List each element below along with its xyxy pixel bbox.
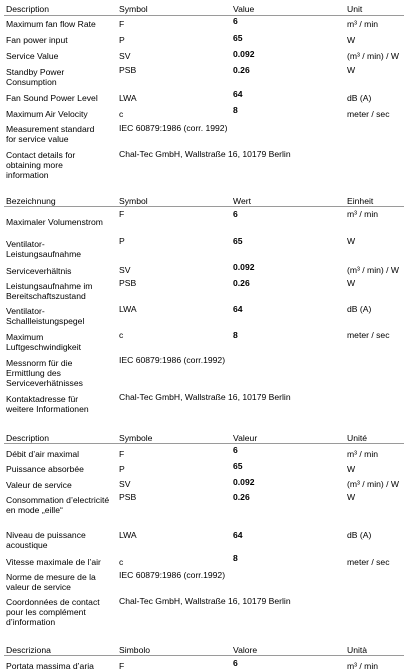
it-header-symbol: Simbolo xyxy=(119,645,151,655)
de-row-description: Ventilator-Schallleistungspegel xyxy=(6,306,85,326)
de-row-symbol: SV xyxy=(119,265,131,275)
fr-row-unit: (m³ / min) / W xyxy=(347,479,400,489)
it-row-description: Portata massima d’aria xyxy=(6,661,94,671)
fr-row-unit: W xyxy=(347,464,356,474)
de-header-divider xyxy=(4,206,404,207)
de-row-symbol: P xyxy=(119,236,125,246)
en-row-description: Fan power input xyxy=(6,35,68,45)
it-row-symbol: F xyxy=(119,661,125,671)
en-row-unit: m³ / min xyxy=(347,19,379,29)
fr-row-description: Norme de mesure de la valeur de service xyxy=(6,572,96,592)
en-header-divider xyxy=(4,15,404,16)
de-header-description: Bezeichnung xyxy=(6,196,56,206)
de-row-value: 8 xyxy=(233,330,238,340)
en-row-description: Maximum fan flow Rate xyxy=(6,19,96,29)
en-row-unit: meter / sec xyxy=(347,109,390,119)
fr-header-divider xyxy=(4,443,404,444)
en-row-symbol: PSB xyxy=(119,65,137,75)
en-row-description: Maximum Air Velocity xyxy=(6,109,88,119)
fr-row-value: 0.26 xyxy=(233,492,250,502)
de-row-unit: (m³ / min) / W xyxy=(347,265,400,275)
de-row-description: Maximum Luftgeschwindigkeit xyxy=(6,332,82,352)
fr-row-standard: IEC 60879:1986 (corr.1992) xyxy=(119,570,226,580)
de-row-standard: IEC 60879:1986 (corr.1992) xyxy=(119,355,226,365)
fr-row-value: 65 xyxy=(233,461,243,471)
de-header-value: Wert xyxy=(233,196,251,206)
en-row-value: 8 xyxy=(233,105,238,115)
de-row-contact: Chal-Tec GmbH, Wallstraße 16, 10179 Berlin xyxy=(119,392,291,402)
de-header-symbol: Symbol xyxy=(119,196,148,206)
it-header-divider xyxy=(4,655,404,656)
en-row-description: Service Value xyxy=(6,51,59,61)
it-header-description: Descriziona xyxy=(6,645,51,655)
fr-row-symbol: LWA xyxy=(119,530,137,540)
it-header-unit: Unità xyxy=(347,645,368,655)
de-row-value: 6 xyxy=(233,209,238,219)
fr-row-unit: m³ / min xyxy=(347,449,379,459)
de-row-value: 64 xyxy=(233,304,243,314)
de-row-description: Ventilator-Leistungsaufnahme xyxy=(6,239,82,259)
de-row-description: Kontaktadresse für weitere Informationen xyxy=(6,394,89,414)
it-row-unit: m³ / min xyxy=(347,661,379,671)
de-row-value: 0.26 xyxy=(233,278,250,288)
en-row-description: Standby Power Consumption xyxy=(6,67,65,87)
fr-row-symbol: F xyxy=(119,449,125,459)
en-row-symbol: LWA xyxy=(119,93,137,103)
fr-row-value: 8 xyxy=(233,553,238,563)
fr-row-description: Niveau de puissance acoustique xyxy=(6,530,86,550)
de-header-unit: Einheit xyxy=(347,196,374,206)
en-row-description: Fan Sound Power Level xyxy=(6,93,98,103)
en-row-description: Contact details for obtaining more information xyxy=(6,150,76,180)
fr-row-symbol: P xyxy=(119,464,125,474)
fr-row-contact: Chal-Tec GmbH, Wallstraße 16, 10179 Berlin xyxy=(119,596,291,606)
en-row-value: 64 xyxy=(233,89,243,99)
de-row-description: Serviceverhältnis xyxy=(6,266,72,276)
fr-row-description: Valeur de service xyxy=(6,480,72,490)
de-row-symbol: F xyxy=(119,209,125,219)
it-header-value: Valore xyxy=(233,645,258,655)
en-header-unit: Unit xyxy=(347,4,363,14)
de-row-description: Leistungsaufnahme im Bereitschaftszustand xyxy=(6,281,93,301)
fr-row-symbol: SV xyxy=(119,479,131,489)
en-header-description: Description xyxy=(6,4,49,14)
en-row-value: 6 xyxy=(233,16,238,26)
de-row-value: 65 xyxy=(233,236,243,246)
en-row-value: 0.092 xyxy=(233,49,255,59)
en-row-unit: W xyxy=(347,35,356,45)
fr-row-description: Vitesse maximale de l’air xyxy=(6,557,101,567)
fr-row-symbol: PSB xyxy=(119,492,137,502)
it-row-value: 6 xyxy=(233,658,238,668)
de-row-unit: W xyxy=(347,278,356,288)
fr-row-unit: dB (A) xyxy=(347,530,372,540)
en-row-unit: dB (A) xyxy=(347,93,372,103)
fr-header-symbol: Symbole xyxy=(119,433,153,443)
en-row-standard: IEC 60879:1986 (corr. 1992) xyxy=(119,123,228,133)
fr-row-unit: W xyxy=(347,492,356,502)
fr-row-symbol: c xyxy=(119,557,124,567)
fr-header-description: Description xyxy=(6,433,49,443)
fr-row-description: Débit d’air maximal xyxy=(6,449,80,459)
fr-row-unit: meter / sec xyxy=(347,557,390,567)
de-row-unit: W xyxy=(347,236,356,246)
en-row-value: 0.26 xyxy=(233,65,250,75)
en-row-description: Measurement standard for service value xyxy=(6,124,95,144)
en-row-symbol: c xyxy=(119,109,124,119)
de-row-unit: dB (A) xyxy=(347,304,372,314)
de-row-symbol: c xyxy=(119,330,124,340)
fr-row-value: 0.092 xyxy=(233,477,255,487)
fr-row-value: 64 xyxy=(233,530,243,540)
fr-row-value: 6 xyxy=(233,445,238,455)
fr-header-unit: Unité xyxy=(347,433,368,443)
en-row-symbol: SV xyxy=(119,51,131,61)
en-row-symbol: F xyxy=(119,19,125,29)
de-row-description: Messnorm für die Ermittlung des Serviceverhätnisses xyxy=(6,358,83,388)
de-row-unit: m³ / min xyxy=(347,209,379,219)
de-row-symbol: PSB xyxy=(119,278,137,288)
de-row-unit: meter / sec xyxy=(347,330,390,340)
en-row-unit: W xyxy=(347,65,356,75)
en-header-symbol: Symbol xyxy=(119,4,148,14)
fr-row-description: Coordonnées de contact pour les complément d’information xyxy=(6,597,100,627)
fr-row-description: Consommation d’electricité en mode „eille“ xyxy=(6,495,110,515)
en-header-value: Value xyxy=(233,4,255,14)
de-row-description: Maximaler Volumenstrom xyxy=(6,217,103,227)
fr-row-description: Puissance absorbée xyxy=(6,464,84,474)
en-row-contact: Chal-Tec GmbH, Wallstraße 16, 10179 Berlin xyxy=(119,149,291,159)
fr-header-value: Valeur xyxy=(233,433,258,443)
en-row-symbol: P xyxy=(119,35,125,45)
en-row-unit: (m³ / min) / W xyxy=(347,51,400,61)
de-row-value: 0.092 xyxy=(233,262,255,272)
de-row-symbol: LWA xyxy=(119,304,137,314)
en-row-value: 65 xyxy=(233,33,243,43)
